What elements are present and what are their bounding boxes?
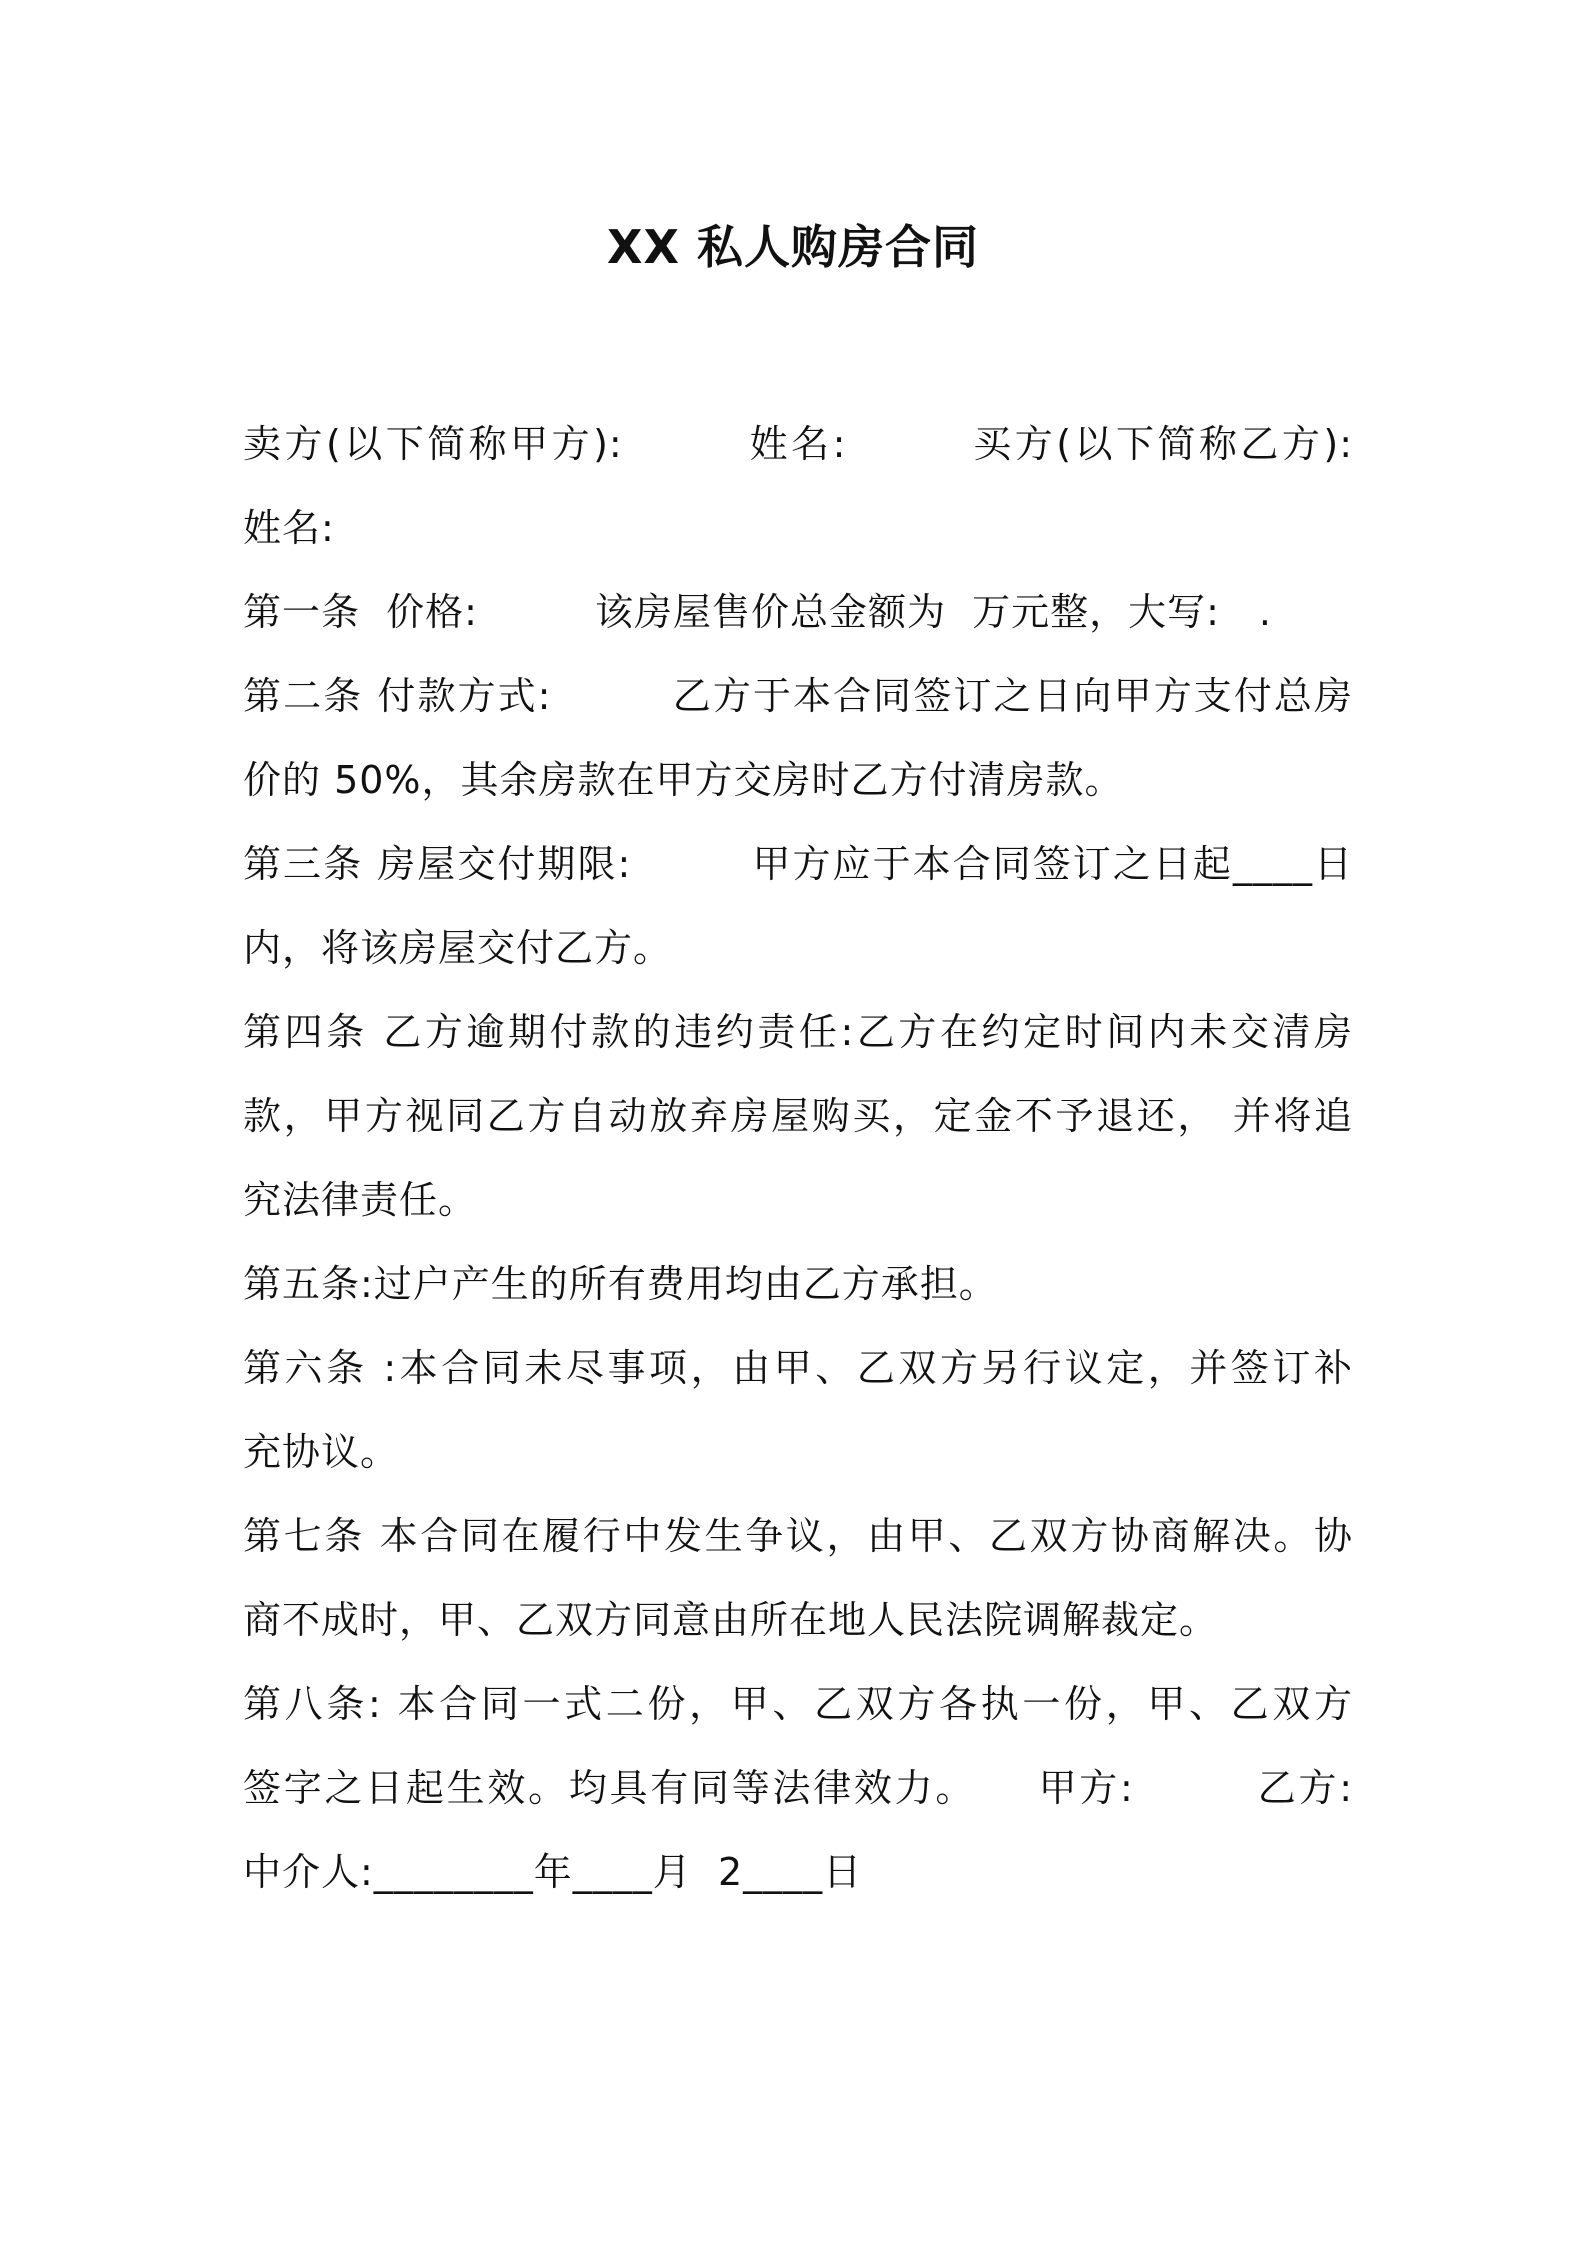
contract-body [243,402,1353,1914]
clause-2-payment-line-2: 价的 50%，其余房款在甲方交房时乙方付清房款。 [243,758,1124,802]
clause-3-delivery-line-1: 第三条 房屋交付期限: 甲方应于本合同签订之日起____日 [243,842,1353,886]
clause-4-default-line-2: 款，甲方视同乙方自动放弃房屋购买，定金不予退还， 并将追 [243,1094,1353,1138]
clause-7-dispute-line-1: 第七条 本合同在履行中发生争议，由甲、乙双方协商解决。协 [243,1514,1353,1558]
clause-8-copies-line-1: 第八条: 本合同一式二份，甲、乙双方各执一份，甲、乙双方 [243,1682,1353,1726]
clause-3-delivery-line-2: 内，将该房屋交付乙方。 [243,926,673,970]
clause-7-dispute-line-2: 商不成时，甲、乙双方同意由所在地人民法院调解裁定。 [243,1598,1219,1642]
clause-4-default-line-3: 究法律责任。 [243,1178,478,1222]
clause-6-supplement-line-1: 第六条 :本合同未尽事项，由甲、乙双方另行议定，并签订补 [243,1346,1353,1390]
clause-8-copies-line-2: 签字之日起生效。均具有同等法律效力。 甲方: 乙方: [243,1766,1353,1810]
parties-line: 卖方(以下简称甲方): 姓名: 买方(以下简称乙方): [243,422,1353,466]
clause-1-price: 第一条 价格: 该房屋售价总金额为 万元整，大写: . [243,590,1273,634]
clause-5-fees: 第五条:过户产生的所有费用均由乙方承担。 [243,1262,998,1306]
clause-6-supplement-line-2: 充协议。 [243,1430,400,1474]
parties-name-line: 姓名: [243,506,335,550]
agent-date-line: 中介人:________年____月 2____日 [243,1850,863,1894]
clause-2-payment-line-1: 第二条 付款方式: 乙方于本合同签订之日向甲方支付总房 [243,674,1353,718]
document-title: XX 私人购房合同 [607,220,979,274]
clause-4-default-line-1: 第四条 乙方逾期付款的违约责任:乙方在约定时间内未交清房 [243,1010,1353,1054]
